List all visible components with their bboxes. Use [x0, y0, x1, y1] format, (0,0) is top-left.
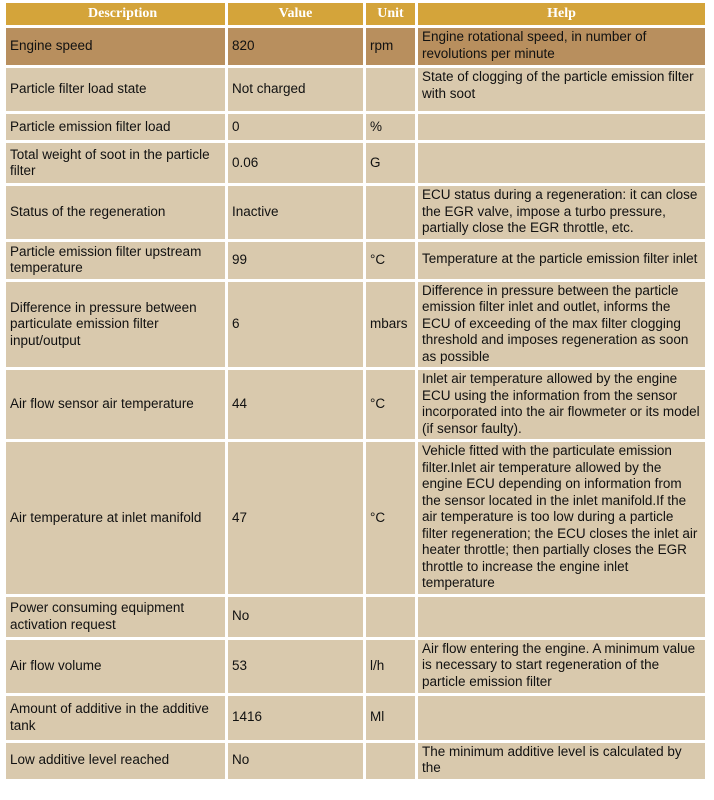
header-unit: Unit	[366, 3, 415, 25]
cell-unit: °C	[366, 242, 415, 279]
cell-help: ECU status during a regeneration: it can close the EGR valve, impose a turbo pressure, partially close the EGR throttle, etc.	[418, 186, 705, 239]
cell-value: 99	[228, 242, 363, 279]
cell-help	[418, 597, 705, 637]
table-header-row	[6, 3, 705, 25]
cell-value: Inactive	[228, 186, 363, 239]
cell-value: 0	[228, 114, 363, 140]
table-row[interactable]	[6, 696, 705, 740]
header-value: Value	[228, 3, 363, 25]
cell-unit: mbars	[366, 282, 415, 368]
cell-unit: G	[366, 143, 415, 183]
cell-description: Particle emission filter upstream temperature	[6, 242, 225, 279]
cell-help: State of clogging of the particle emission filter with soot	[418, 68, 705, 111]
cell-description: Engine speed	[6, 28, 225, 65]
table-row-engine-speed[interactable]	[6, 28, 705, 65]
cell-value: 820	[228, 28, 363, 65]
cell-unit: °C	[366, 370, 415, 439]
cell-help: Inlet air temperature allowed by the engine ECU using the information from the sensor incorporated into the air flowmeter or its model (if sensor faulty).	[418, 370, 705, 439]
cell-value: 53	[228, 640, 363, 693]
cell-value: 44	[228, 370, 363, 439]
header-help: Help	[418, 3, 705, 25]
cell-help: Engine rotational speed, in number of revolutions per minute	[418, 28, 705, 65]
cell-value: No	[228, 597, 363, 637]
table-row[interactable]	[6, 597, 705, 637]
table-row[interactable]	[6, 242, 705, 279]
cell-value: 6	[228, 282, 363, 368]
cell-description: Particle emission filter load	[6, 114, 225, 140]
cell-help: Vehicle fitted with the particulate emission filter.Inlet air temperature allowed by the engine ECU depending on information from the sensor located in the inlet manifold.If the air temperature is too low during a particle filter regeneration; the ECU closes the inlet air heater throttle; then partially closes the EGR throttle to increase the engine inlet temperature	[418, 442, 705, 594]
table-row[interactable]	[6, 68, 705, 111]
cell-unit	[366, 186, 415, 239]
cell-description: Status of the regeneration	[6, 186, 225, 239]
cell-description: Air flow volume	[6, 640, 225, 693]
cell-description: Amount of additive in the additive tank	[6, 696, 225, 740]
cell-help: The minimum additive level is calculated by the	[418, 743, 705, 779]
cell-unit: %	[366, 114, 415, 140]
table-row[interactable]	[6, 114, 705, 140]
cell-description: Low additive level reached	[6, 743, 225, 779]
table-row[interactable]	[6, 442, 705, 594]
table-row[interactable]	[6, 143, 705, 183]
table-row[interactable]	[6, 370, 705, 439]
cell-unit	[366, 68, 415, 111]
cell-value: No	[228, 743, 363, 779]
cell-description: Difference in pressure between particulate emission filter input/output	[6, 282, 225, 368]
table-row[interactable]	[6, 743, 705, 779]
cell-value: Not charged	[228, 68, 363, 111]
cell-unit: Ml	[366, 696, 415, 740]
cell-unit	[366, 597, 415, 637]
cell-value: 1416	[228, 696, 363, 740]
cell-value: 0.06	[228, 143, 363, 183]
diagnostic-parameters-table	[3, 0, 708, 782]
table-row[interactable]	[6, 186, 705, 239]
cell-help: Difference in pressure between the particle emission filter inlet and outlet, informs the ECU of exceeding of the max filter clogging threshold and imposes regeneration as soon as possible	[418, 282, 705, 368]
cell-value: 47	[228, 442, 363, 594]
header-description: Description	[6, 3, 225, 25]
cell-description: Air temperature at inlet manifold	[6, 442, 225, 594]
cell-help: Temperature at the particle emission filter inlet	[418, 242, 705, 279]
cell-description: Air flow sensor air temperature	[6, 370, 225, 439]
cell-unit	[366, 743, 415, 779]
cell-help	[418, 696, 705, 740]
cell-unit: °C	[366, 442, 415, 594]
cell-help	[418, 143, 705, 183]
table-row[interactable]	[6, 282, 705, 368]
cell-description: Total weight of soot in the particle filter	[6, 143, 225, 183]
cell-unit: l/h	[366, 640, 415, 693]
cell-help: Air flow entering the engine. A minimum value is necessary to start regeneration of the particle emission filter	[418, 640, 705, 693]
cell-description: Particle filter load state	[6, 68, 225, 111]
cell-help	[418, 114, 705, 140]
table-row[interactable]	[6, 640, 705, 693]
cell-unit: rpm	[366, 28, 415, 65]
cell-description: Power consuming equipment activation request	[6, 597, 225, 637]
